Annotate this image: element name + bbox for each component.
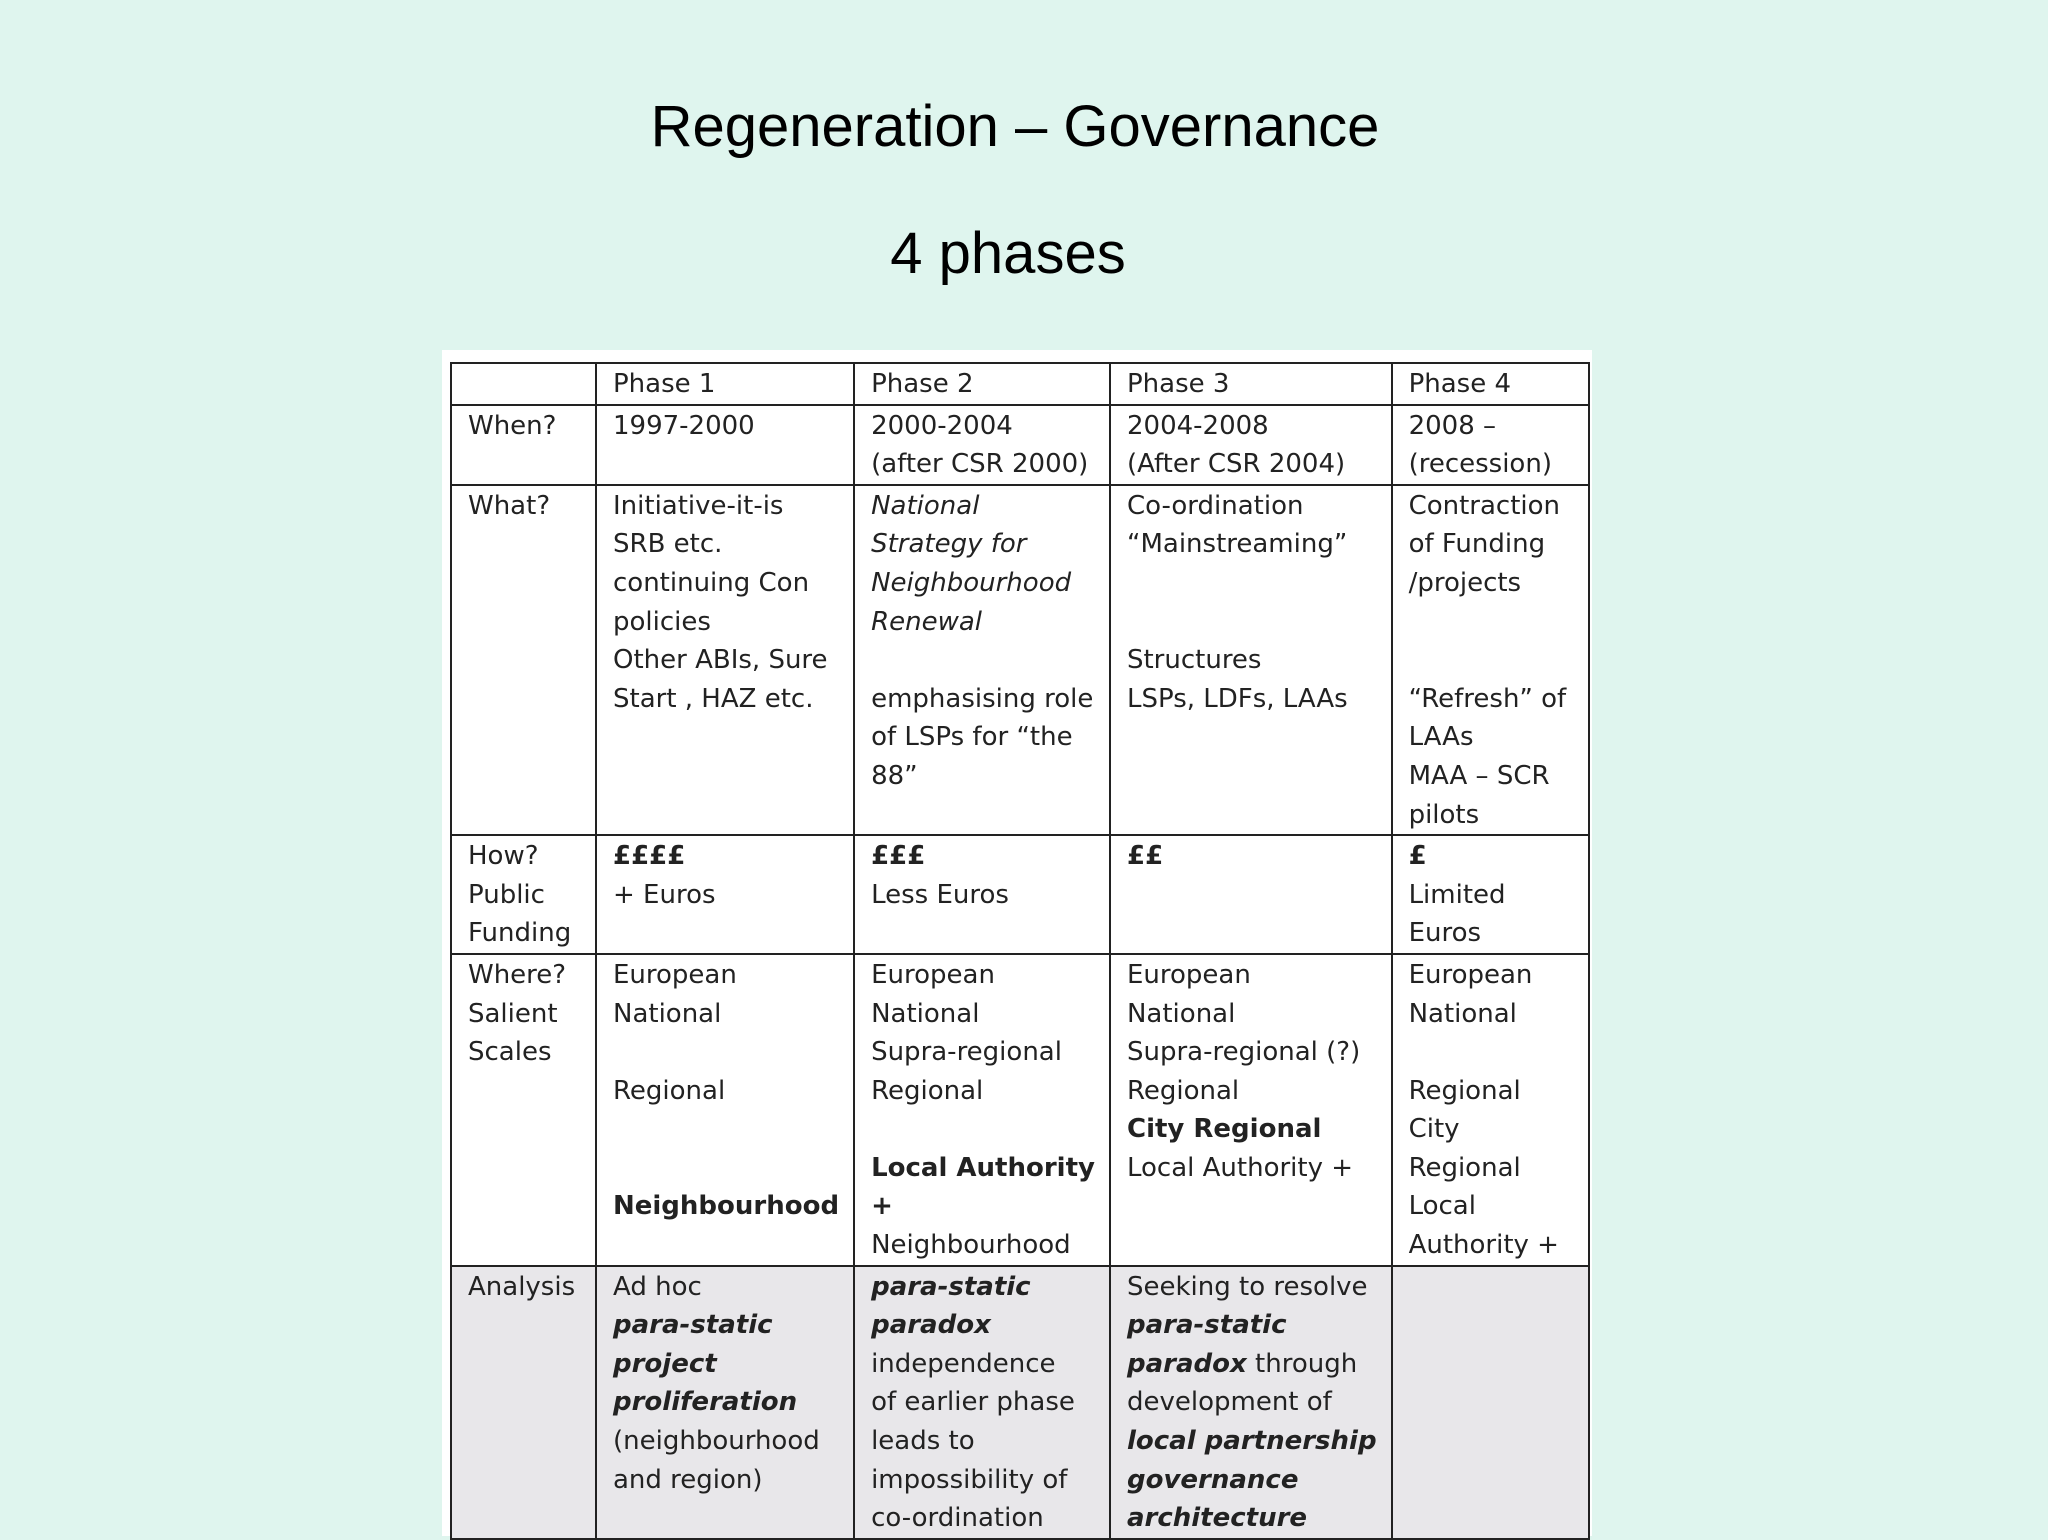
how-phase-2: £££ Less Euros <box>854 835 1110 954</box>
where-phase-4: European National Regional City Regional Local Authority + <box>1392 954 1589 1266</box>
table-row-how <box>451 835 1589 954</box>
table-header-row <box>451 363 1589 405</box>
when-phase-1: 1997-2000 <box>596 405 854 485</box>
analysis-phase-1: Ad hoc para-static project proliferation (neighbourhood and region) <box>596 1266 854 1539</box>
row-label-analysis: Analysis <box>451 1266 596 1539</box>
what-phase-4: Contraction of Funding /projects “Refresh” of LAAs MAA – SCR pilots <box>1392 485 1589 835</box>
where-phase-2: European National Supra-regional Regional Local Authority + Neighbourhood <box>854 954 1110 1266</box>
slide-subtitle: 4 phases <box>890 221 1126 286</box>
table-row-what <box>451 485 1589 835</box>
row-label-when: When? <box>451 405 596 485</box>
what-phase-2: National Strategy for Neighbourhood Renewal emphasising role of LSPs for “the 88” <box>854 485 1110 835</box>
row-label-how: How? Public Funding <box>451 835 596 954</box>
analysis-phase-4 <box>1392 1266 1589 1539</box>
slide-title: Regeneration – Governance <box>650 94 1380 159</box>
phases-table <box>450 362 1590 1540</box>
header-cell-empty <box>451 363 596 405</box>
how-phase-4: £ Limited Euros <box>1392 835 1589 954</box>
phases-table-image <box>442 350 1592 1536</box>
table-row-when <box>451 405 1589 485</box>
table-row-analysis <box>451 1266 1589 1539</box>
what-phase-1: Initiative-it-is SRB etc. continuing Con policies Other ABIs, Sure Start , HAZ etc. <box>596 485 854 835</box>
what-phase-3: Co-ordination “Mainstreaming” Structures LSPs, LDFs, LAAs <box>1110 485 1392 835</box>
when-phase-2: 2000-2004 (after CSR 2000) <box>854 405 1110 485</box>
how-phase-3: ££ <box>1110 835 1392 954</box>
table-row-where <box>451 954 1589 1266</box>
analysis-phase-3: Seeking to resolve para-static paradox through development of local partnership governance architecture <box>1110 1266 1392 1539</box>
where-phase-3: European National Supra-regional (?) Regional City Regional Local Authority + <box>1110 954 1392 1266</box>
when-phase-4: 2008 – (recession) <box>1392 405 1589 485</box>
analysis-phase-2: para-static paradox independence of earlier phase leads to impossibility of co-ordination <box>854 1266 1110 1539</box>
when-phase-3: 2004-2008 (After CSR 2004) <box>1110 405 1392 485</box>
row-label-what: What? <box>451 485 596 835</box>
header-cell-phase-2: Phase 2 <box>854 363 1110 405</box>
header-cell-phase-4: Phase 4 <box>1392 363 1589 405</box>
header-cell-phase-1: Phase 1 <box>596 363 854 405</box>
where-phase-1: European National Regional Neighbourhood <box>596 954 854 1266</box>
how-phase-1: ££££ + Euros <box>596 835 854 954</box>
header-cell-phase-3: Phase 3 <box>1110 363 1392 405</box>
row-label-where: Where? Salient Scales <box>451 954 596 1266</box>
